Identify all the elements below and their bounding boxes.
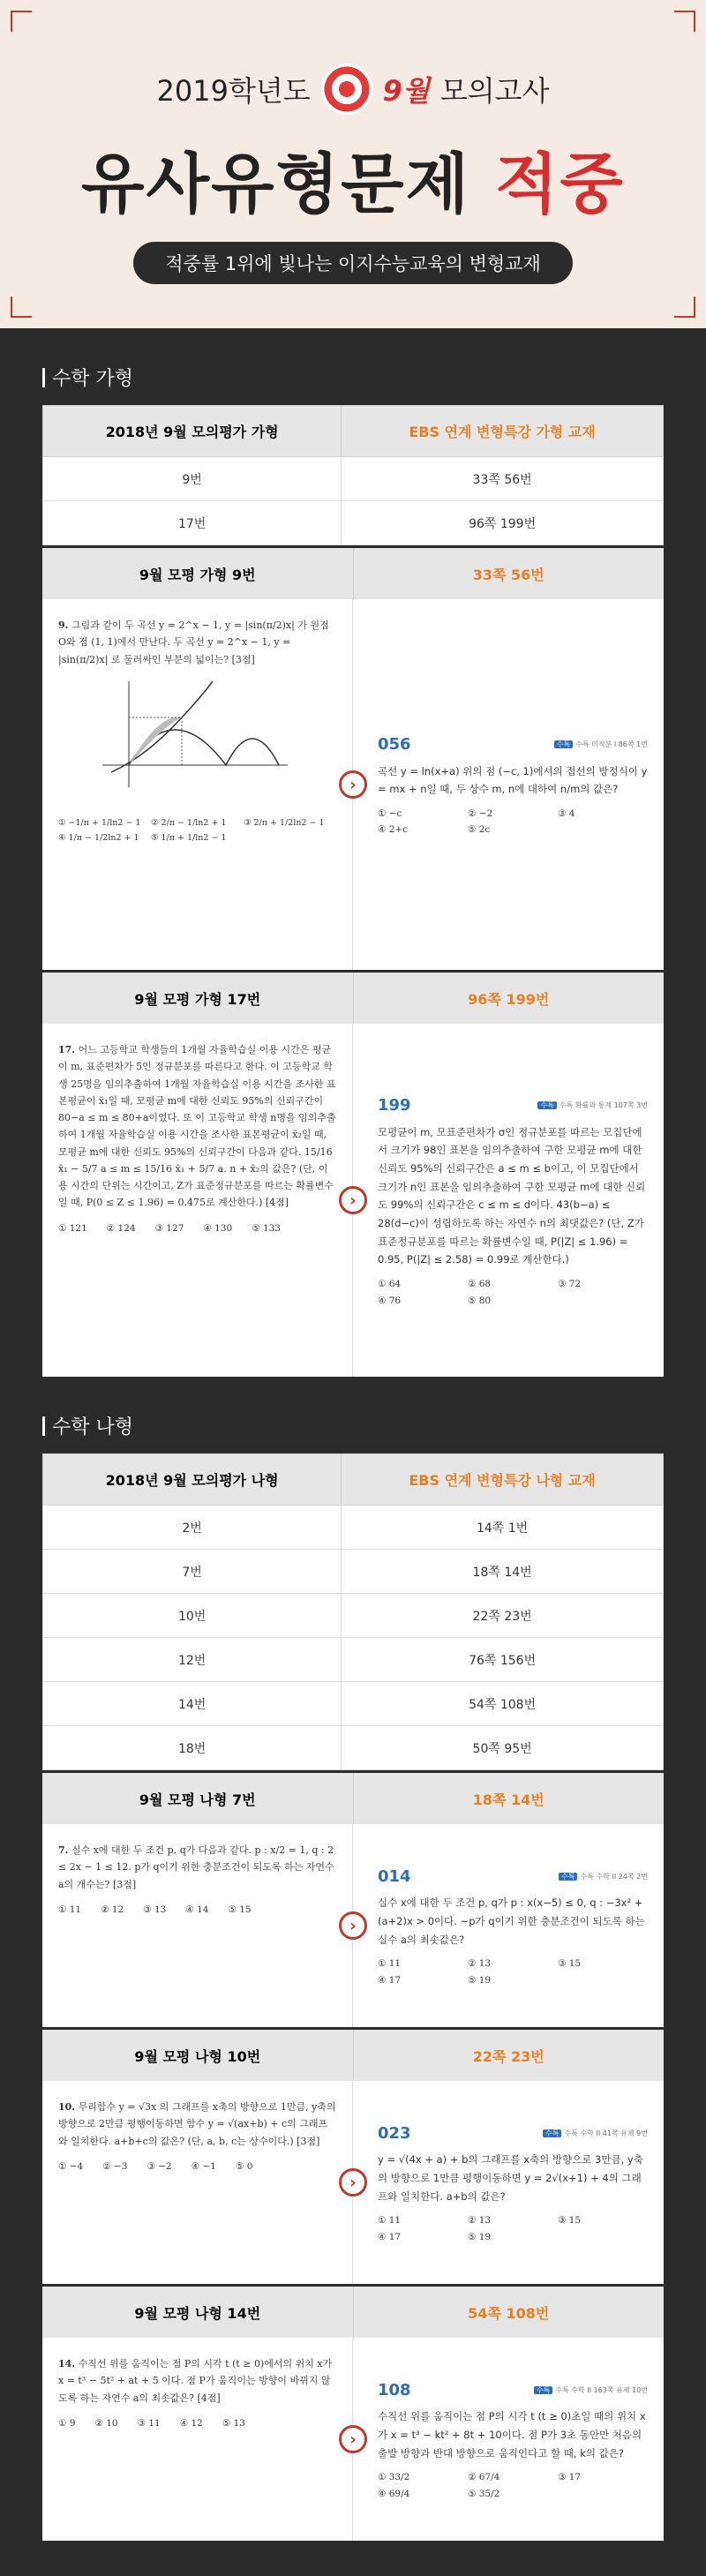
choice: ③ 127 bbox=[154, 1222, 184, 1234]
ebs-text: 곡선 y = ln(x+a) 위의 점 (−c, 1)에서의 접선의 방정식이 y = mx + n일 때, 두 상수 m, n에 대하여 n/m의 값은? bbox=[378, 764, 648, 796]
comparison-right-head: 22쪽 23번 bbox=[472, 2047, 545, 2065]
hero-month: 9월 bbox=[382, 74, 430, 108]
choice: ④ 1/π − 1/2ln2 + 1 bbox=[58, 832, 139, 843]
choice: ④ 17 bbox=[378, 2231, 402, 2242]
ebs-text: 모평균이 m, 모표준편차가 σ인 정규분포를 따르는 모집단에서 크기가 98인 표본을 임의추출하여 구한 모평균 m에 대한 신뢰도 95%의 신뢰구간은 a ≤ m ≤ b이고, 이 모집단에서 크기가 n인 표본을 임의추출하여 구한 모평균 m에 대한 신뢰도 99%의 신뢰구간은 c ≤ m ≤ d이다. 43(b−a) ≤ 28(d−c)이 성립하도록 하는 자연수 n의 최댓값은? (단, Z가 표준정규분포를 따르는 확률변수일 때, P(|Z| ≤ 1.96) = 0.95, P(|Z| ≤ 2.58) = 0.99로 계산한다.) bbox=[378, 1125, 646, 1266]
table-header: 2018년 9월 모의평가 나형 bbox=[43, 1454, 342, 1506]
comparison-block bbox=[42, 545, 664, 970]
table-cell: 10번 bbox=[43, 1594, 342, 1638]
exam-question bbox=[42, 2338, 353, 2541]
corner-decoration bbox=[11, 297, 32, 318]
table-header: EBS 연계 변형특강 가형 교재 bbox=[342, 406, 664, 457]
table-cell: 33쪽 56번 bbox=[342, 457, 664, 501]
choice: ① −c bbox=[378, 808, 402, 820]
choice: ① 9 bbox=[58, 2417, 76, 2429]
choice: ① 11 bbox=[378, 2215, 402, 2227]
table-row bbox=[43, 1506, 664, 1550]
comparison-right-head: 54쪽 108번 bbox=[468, 2304, 550, 2322]
table-cell: 14번 bbox=[43, 1682, 342, 1726]
chevron-right-icon: › bbox=[339, 770, 367, 799]
choice: ② 2/π − 1/ln2 + 1 bbox=[151, 818, 227, 828]
table-cell: 7번 bbox=[43, 1550, 342, 1594]
ebs-source: 수특 수학 II 41쪽 유제 9번 bbox=[564, 2129, 648, 2137]
exam-question bbox=[42, 1824, 353, 2027]
comparison-left-head: 9월 모평 가형 17번 bbox=[42, 973, 354, 1024]
target-icon bbox=[321, 64, 372, 115]
choice: ② 13 bbox=[468, 2215, 492, 2227]
exam-question bbox=[42, 2081, 353, 2284]
hero-year: 2019학년도 bbox=[156, 74, 311, 108]
comparison-block bbox=[42, 970, 664, 1377]
table-cell: 17번 bbox=[43, 501, 342, 545]
question-text: 그림과 같이 두 곡선 y = 2^x − 1, y = |sin(π/2)x| 가 원점 O와 점 (1, 1)에서 만난다. 두 곡선 y = 2^x − 1, y = |sin(π/2)x| 로 둘러싸인 부분의 넓이는? [3점] bbox=[58, 620, 329, 665]
choice: ② 124 bbox=[106, 1222, 136, 1234]
section-title: 수학 나형 bbox=[0, 1377, 706, 1453]
choice: ④ 2+c bbox=[378, 824, 409, 836]
table-row bbox=[43, 457, 664, 501]
comparison-left-head: 9월 모평 나형 7번 bbox=[42, 1773, 354, 1824]
question-number: 9. bbox=[58, 620, 69, 631]
ebs-number: 199 bbox=[378, 1096, 411, 1115]
question-number: 7. bbox=[58, 1844, 69, 1856]
choice: ② −3 bbox=[102, 2160, 128, 2172]
hero-title bbox=[0, 132, 706, 226]
table-header: EBS 연계 변형특강 나형 교재 bbox=[342, 1454, 664, 1506]
choice: ③ 4 bbox=[558, 808, 575, 820]
ebs-text: 수직선 위를 움직이는 점 P의 시각 t (t ≥ 0)초일 때의 위치 x가 x = t³ − kt² + 8t + 10이다. 점 P가 3초 동안만 처음의 출발 방향과 반대 방향으로 움직인다고 할 때, k의 값은? bbox=[378, 2410, 646, 2460]
ebs-question bbox=[353, 2338, 664, 2541]
source-tag: 수특 bbox=[543, 2129, 561, 2137]
choice: ③ −2 bbox=[146, 2160, 172, 2172]
question-text: 실수 x에 대한 두 조건 p, q가 다음과 같다. p : x/2 = 1, q : 2 ≤ 2x − 1 ≤ 12. p가 q이기 위한 충분조건이 되도록 하는 자연수 a의 개수는? [3점] bbox=[58, 1844, 334, 1890]
table-cell: 54쪽 108번 bbox=[342, 1682, 664, 1726]
chevron-right-icon: › bbox=[339, 1186, 367, 1214]
choice: ⑤ 15 bbox=[228, 1904, 252, 1915]
choice: ② 67/4 bbox=[468, 2472, 500, 2483]
corner-decoration bbox=[674, 11, 695, 32]
choice: ④ −1 bbox=[191, 2160, 216, 2172]
ebs-number: 014 bbox=[378, 1866, 411, 1886]
table-cell: 2번 bbox=[43, 1506, 342, 1550]
choice: ③ 15 bbox=[558, 1958, 582, 1970]
table-cell: 14쪽 1번 bbox=[342, 1506, 664, 1550]
hero-exam: 모의고사 bbox=[439, 74, 550, 108]
choice: ③ 13 bbox=[143, 1904, 167, 1915]
ebs-number: 023 bbox=[378, 2123, 411, 2143]
choice: ② 13 bbox=[468, 1958, 492, 1970]
choice: ① −4 bbox=[58, 2160, 84, 2172]
table-row bbox=[43, 1638, 664, 1682]
choice: ① 11 bbox=[58, 1904, 82, 1915]
choice: ⑤ 133 bbox=[252, 1222, 281, 1234]
ebs-question bbox=[353, 2081, 664, 2284]
table-row bbox=[43, 1550, 664, 1594]
ebs-text: 실수 x에 대한 두 조건 p, q가 p : x(x−5) ≤ 0, q : −3x² + (a+2)x > 0이다. ~p가 q이기 위한 충분조건이 되도록 하는 실수 a의 최솟값은? bbox=[378, 1896, 645, 1946]
ebs-text: y = √(4x + a) + b의 그래프를 x축의 방향으로 3만큼, y축의 방향으로 1만큼 평행이동하면 y = 2√(x+1) + 4의 그래프와 일치한다. a+b의 값은? bbox=[378, 2153, 643, 2203]
choice: ⑤ 80 bbox=[468, 1295, 492, 1306]
choice: ④ 17 bbox=[378, 1974, 402, 1986]
choice: ③ 11 bbox=[137, 2417, 161, 2429]
choice: ③ 15 bbox=[558, 2215, 582, 2227]
ebs-number: 108 bbox=[378, 2380, 411, 2400]
choice: ⑤ 19 bbox=[468, 1974, 492, 1986]
chevron-right-icon: › bbox=[339, 2168, 367, 2197]
table-cell: 22쪽 23번 bbox=[342, 1594, 664, 1638]
table-cell: 96쪽 199번 bbox=[342, 501, 664, 545]
ebs-source: 수특 미적분 I 86쪽 1번 bbox=[575, 740, 648, 748]
choice: ② 12 bbox=[101, 1904, 124, 1915]
choice: ④ 69/4 bbox=[378, 2488, 410, 2499]
exam-question bbox=[42, 1024, 353, 1377]
table-cell: 9번 bbox=[43, 457, 342, 501]
hero-subtitle: 적중률 1위에 빛나는 이지수능교육의 변형교재 bbox=[133, 242, 573, 284]
choice: ⑤ 0 bbox=[235, 2160, 253, 2172]
question-number: 14. bbox=[58, 2358, 76, 2369]
question-text: 수직선 위를 움직이는 점 P의 시각 t (t ≥ 0)에서의 위치 x가 x = t³ − 5t² + at + 5 이다. 점 P가 움직이는 방향이 바뀌지 않도록 하는 자연수 a의 최솟값은? [4점] bbox=[58, 2358, 333, 2404]
choice: ④ 76 bbox=[378, 1295, 402, 1306]
choice: ⑤ 35/2 bbox=[468, 2488, 500, 2499]
choice: ⑤ 1/π + 1/ln2 − 1 bbox=[151, 832, 227, 843]
table-row bbox=[43, 501, 664, 545]
index-table bbox=[42, 1453, 664, 1770]
choice: ⑤ 19 bbox=[468, 2231, 492, 2242]
comparison-left-head: 9월 모평 나형 10번 bbox=[42, 2030, 354, 2081]
source-tag: 수특 bbox=[559, 1873, 577, 1881]
hero-title-accent: 적중 bbox=[494, 146, 625, 222]
question-number: 17. bbox=[58, 1044, 76, 1055]
chevron-right-icon: › bbox=[339, 2425, 367, 2453]
hero-title-main: 유사유형문제 bbox=[81, 146, 471, 222]
choice: ③ 17 bbox=[558, 2472, 582, 2483]
table-row bbox=[43, 1594, 664, 1638]
comparison-right-head: 96쪽 199번 bbox=[468, 990, 550, 1008]
table-cell: 76쪽 156번 bbox=[342, 1638, 664, 1682]
comparison-right-head: 33쪽 56번 bbox=[472, 566, 545, 583]
corner-decoration bbox=[674, 297, 695, 318]
source-tag: 수특 bbox=[537, 1101, 556, 1109]
comparison-block bbox=[42, 2027, 664, 2284]
ebs-number: 056 bbox=[378, 735, 411, 755]
table-row bbox=[43, 1682, 664, 1726]
ebs-source: 수특 확률과 통계 107쪽 3번 bbox=[559, 1100, 648, 1109]
table-cell: 50쪽 95번 bbox=[342, 1726, 664, 1770]
source-tag: 수특 bbox=[554, 740, 573, 748]
chevron-right-icon: › bbox=[339, 1911, 367, 1940]
choice: ① 121 bbox=[58, 1222, 87, 1234]
choice: ② −2 bbox=[468, 808, 493, 820]
choice: ④ 130 bbox=[203, 1222, 233, 1234]
ebs-question bbox=[353, 1024, 664, 1377]
ebs-question bbox=[353, 1824, 664, 2027]
ebs-source: 수특 수학 II 163쪽 유제 10번 bbox=[555, 2385, 648, 2394]
choice: ③ 72 bbox=[558, 1279, 582, 1290]
choice: ④ 12 bbox=[179, 2417, 203, 2429]
choice: ⑤ 2c bbox=[468, 824, 491, 836]
choice: ④ 14 bbox=[185, 1904, 209, 1915]
hero-headline bbox=[0, 0, 706, 115]
table-row bbox=[43, 1726, 664, 1770]
curve-graph bbox=[94, 677, 297, 792]
corner-decoration bbox=[11, 11, 32, 32]
table-cell: 12번 bbox=[43, 1638, 342, 1682]
section-title: 수학 가형 bbox=[0, 328, 706, 405]
ebs-source: 수특 수학 II 24쪽 2번 bbox=[580, 1872, 648, 1881]
question-text: 어느 고등학교 학생들의 1개월 자율학습실 이용 시간은 평균이 m, 표준편차가 5인 정규분포를 따른다고 한다. 이 고등학교 학생 25명을 임의추출하여 1개월 자율학습실 이용 시간을 조사한 표본평균이 x̄₁일 때, 모평균 m에 대한 신뢰도 95%의 신뢰구간이 80−a ≤ m ≤ 80+a이었다. 또 이 고등학교 학생 n명을 임의추출하여 1개월 자율학습실 이용 시간을 조사한 표본평균이 x̄₂일 때, 모평균 m에 대한 신뢰도 95%의 신뢰구간이 다음과 같다. 15/16 x̄₁ − 5/7 a ≤ m ≤ 15/16 x̄₁ + 5/7 a. n + x̄₂의 값은? (단, 이용 시간의 단위는 시간이고, Z가 표준정규분포를 따르는 확률변수일 때, P(0 ≤ Z ≤ 1.96) = 0.475로 계산한다.) [4점] bbox=[58, 1044, 336, 1209]
choice: ① −1/π + 1/ln2 − 1 bbox=[58, 818, 141, 828]
choice: ① 33/2 bbox=[378, 2472, 410, 2483]
choice: ① 64 bbox=[378, 1279, 402, 1290]
exam-question bbox=[42, 599, 353, 970]
source-tag: 수특 bbox=[534, 2386, 552, 2394]
choice: ② 10 bbox=[94, 2417, 118, 2429]
comparison-right-head: 18쪽 14번 bbox=[472, 1791, 545, 1808]
table-cell: 18쪽 14번 bbox=[342, 1550, 664, 1594]
comparison-left-head: 9월 모평 나형 14번 bbox=[42, 2287, 354, 2338]
choice: ③ 2/π + 1/2ln2 − 1 bbox=[244, 818, 325, 828]
comparison-block bbox=[42, 2284, 664, 2541]
comparison-block bbox=[42, 1770, 664, 2027]
ebs-question bbox=[353, 599, 664, 970]
question-text: 무리함수 y = √3x 의 그래프를 x축의 방향으로 1만큼, y축의 방향으로 2만큼 평행이동하면 함수 y = √(ax+b) + c의 그래프와 일치한다. a+b+c의 값은? (단, a, b, c는 상수이다.) [3점] bbox=[58, 2101, 336, 2147]
choice: ② 68 bbox=[468, 1279, 492, 1290]
table-cell: 18번 bbox=[43, 1726, 342, 1770]
choice: ① 11 bbox=[378, 1958, 402, 1970]
hero-banner bbox=[0, 0, 706, 328]
comparison-left-head: 9월 모평 가형 9번 bbox=[42, 548, 354, 599]
table-header: 2018년 9월 모의평가 가형 bbox=[43, 406, 342, 457]
question-number: 10. bbox=[58, 2101, 76, 2113]
index-table bbox=[42, 405, 664, 545]
choice: ⑤ 13 bbox=[222, 2417, 245, 2429]
